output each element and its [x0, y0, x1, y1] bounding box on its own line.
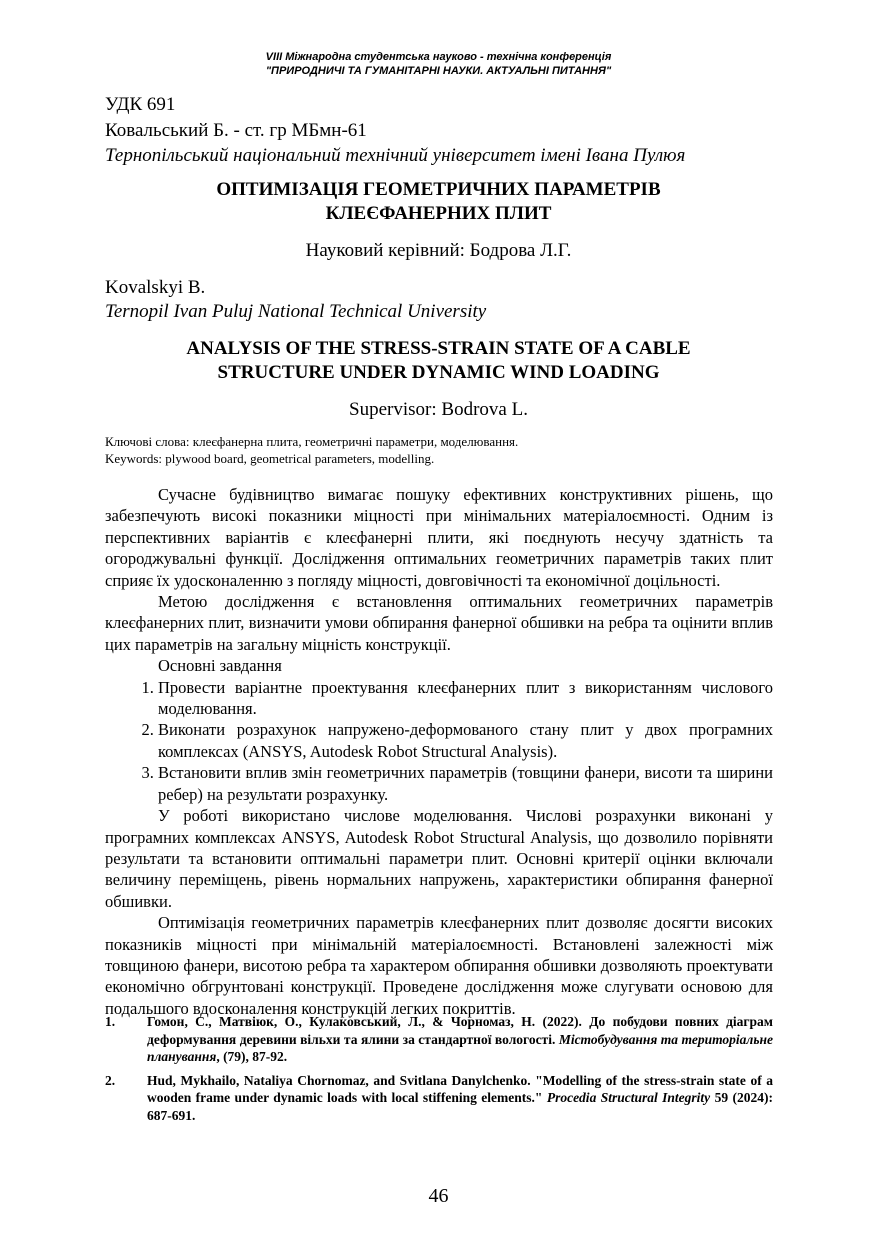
reference-details: 59 (2024): 687-691.	[147, 1090, 773, 1123]
reference-details: , (79), 87-92.	[216, 1049, 288, 1064]
conference-header	[0, 50, 877, 78]
conference-name: VIII Міжнародна студентська науково - технічна конференція	[265, 51, 612, 63]
page-number: 46	[428, 1185, 449, 1207]
reference-journal: Містобудування та територіальне планування	[147, 1031, 773, 1064]
supervisor-ua: Науковий керівний: Бодрова Л.Г.	[305, 240, 572, 261]
title-en	[80, 337, 797, 385]
paragraph-conclusion: Оптимізація геометричних параметрів клеєфанерних плит дозволяє досягти високих показників міцності при мінімальній матеріалоємності. Встановлені залежності між товщиною фанери, висотою ребра та характером обпирання обшивки дозволяють проектувати економічно обгрунтовані конструкції. Проведене дослідження може слугувати основою для подальшого вдосконалення конструкцій легких покриттів.	[105, 913, 773, 1018]
supervisor-en: Supervisor: Bodrova L.	[349, 399, 528, 420]
title-en-line1: ANALYSIS OF THE STRESS-STRAIN STATE OF A CABLE	[186, 338, 691, 359]
task-item: 3. Встановити вплив змін геометричних параметрів (товщини фанери, висоти та ширини ребер) на результати розрахунку.	[158, 762, 773, 805]
udk-code: УДК 691	[105, 94, 176, 115]
tasks-list	[105, 677, 773, 805]
keywords-ua: Ключові слова: клеєфанерна плита, геометричні параметри, моделювання.	[105, 434, 519, 449]
author-en: Kovalskyi B.	[105, 277, 206, 298]
references	[105, 1013, 773, 1130]
tasks-heading: Основні завдання	[158, 656, 282, 676]
institution-en: Ternopil Ivan Puluj National Technical University	[105, 301, 487, 322]
paragraph-goal: Метою дослідження є встановлення оптимальних геометричних параметрів клеєфанерних плит, визначити умови обпирання фанерної обшивки на ребра та оцінити вплив цих параметрів на загальну міцність конструкції.	[105, 592, 773, 654]
conference-theme: "ПРИРОДНИЧІ ТА ГУМАНІТАРНІ НАУКИ. АКТУАЛЬНІ ПИТАННЯ"	[265, 65, 612, 77]
title-ua-line1: ОПТИМІЗАЦІЯ ГЕОМЕТРИЧНИХ ПАРАМЕТРІВ	[216, 179, 661, 200]
reference-text: Hud, Mykhailo, Nataliya Chornomaz, and Svitlana Danylchenko. "Modelling of the stress-strain state of a wooden frame under dynamic loads with local stiffening elements."	[147, 1072, 773, 1105]
task-item: 2. Виконати розрахунок напружено-деформованого стану плит у двох програмних комплексах (ANSYS, Autodesk Robot Structural Analysis).	[158, 719, 773, 762]
reference-journal: Procedia Structural Integrity	[546, 1090, 711, 1105]
keywords-en: Keywords: plywood board, geometrical parameters, modelling.	[105, 451, 435, 466]
reference-item	[105, 1013, 773, 1066]
title-ua-line2: КЛЕЄФАНЕРНИХ ПЛИТ	[325, 203, 552, 224]
paragraph-method: У роботі використано числове моделювання. Числові розрахунки виконані у програмних комплексах ANSYS, Autodesk Robot Structural Analysis, що дозволило порівняти результати та встановити оптимальні параметри плит. Основні критерії оцінки включали величину переміщень, рівень нормальних напружень, характеристики обпирання фанерної обшивки.	[105, 806, 773, 911]
reference-item	[105, 1072, 773, 1125]
title-ua	[80, 178, 797, 226]
reference-number: 1.	[105, 1014, 116, 1029]
author-ua: Ковальський Б. - ст. гр МБмн-61	[105, 120, 367, 141]
reference-text: Гомон, С., Матвіюк, О., Кулаковський, Л., & Чорномаз, Н. (2022). До побудови повних діаграм деформування деревини вільхи та ялини за стандартної вологості.	[147, 1014, 773, 1047]
title-en-line2: STRUCTURE UNDER DYNAMIC WIND LOADING	[217, 362, 660, 383]
task-item: 1. Провести варіантне проектування клеєфанерних плит з використанням числового моделювання.	[158, 677, 773, 720]
institution-ua: Тернопільський національний технічний університет імені Івана Пулюя	[105, 145, 686, 166]
paragraph-intro: Сучасне будівництво вимагає пошуку ефективних конструктивних рішень, що забезпечують високі показники міцності при мінімальних матеріалоємності. Одним із перспективних варіантів є клеєфанерні плити, які поєднують несучу здатність та огороджувальні функції. Дослідження оптимальних геометричних параметрів таких плит сприяє їх удосконаленню з погляду міцності, довговічності та економічної доцільності.	[105, 485, 773, 590]
reference-number: 2.	[105, 1072, 116, 1088]
body-text	[105, 484, 773, 1019]
